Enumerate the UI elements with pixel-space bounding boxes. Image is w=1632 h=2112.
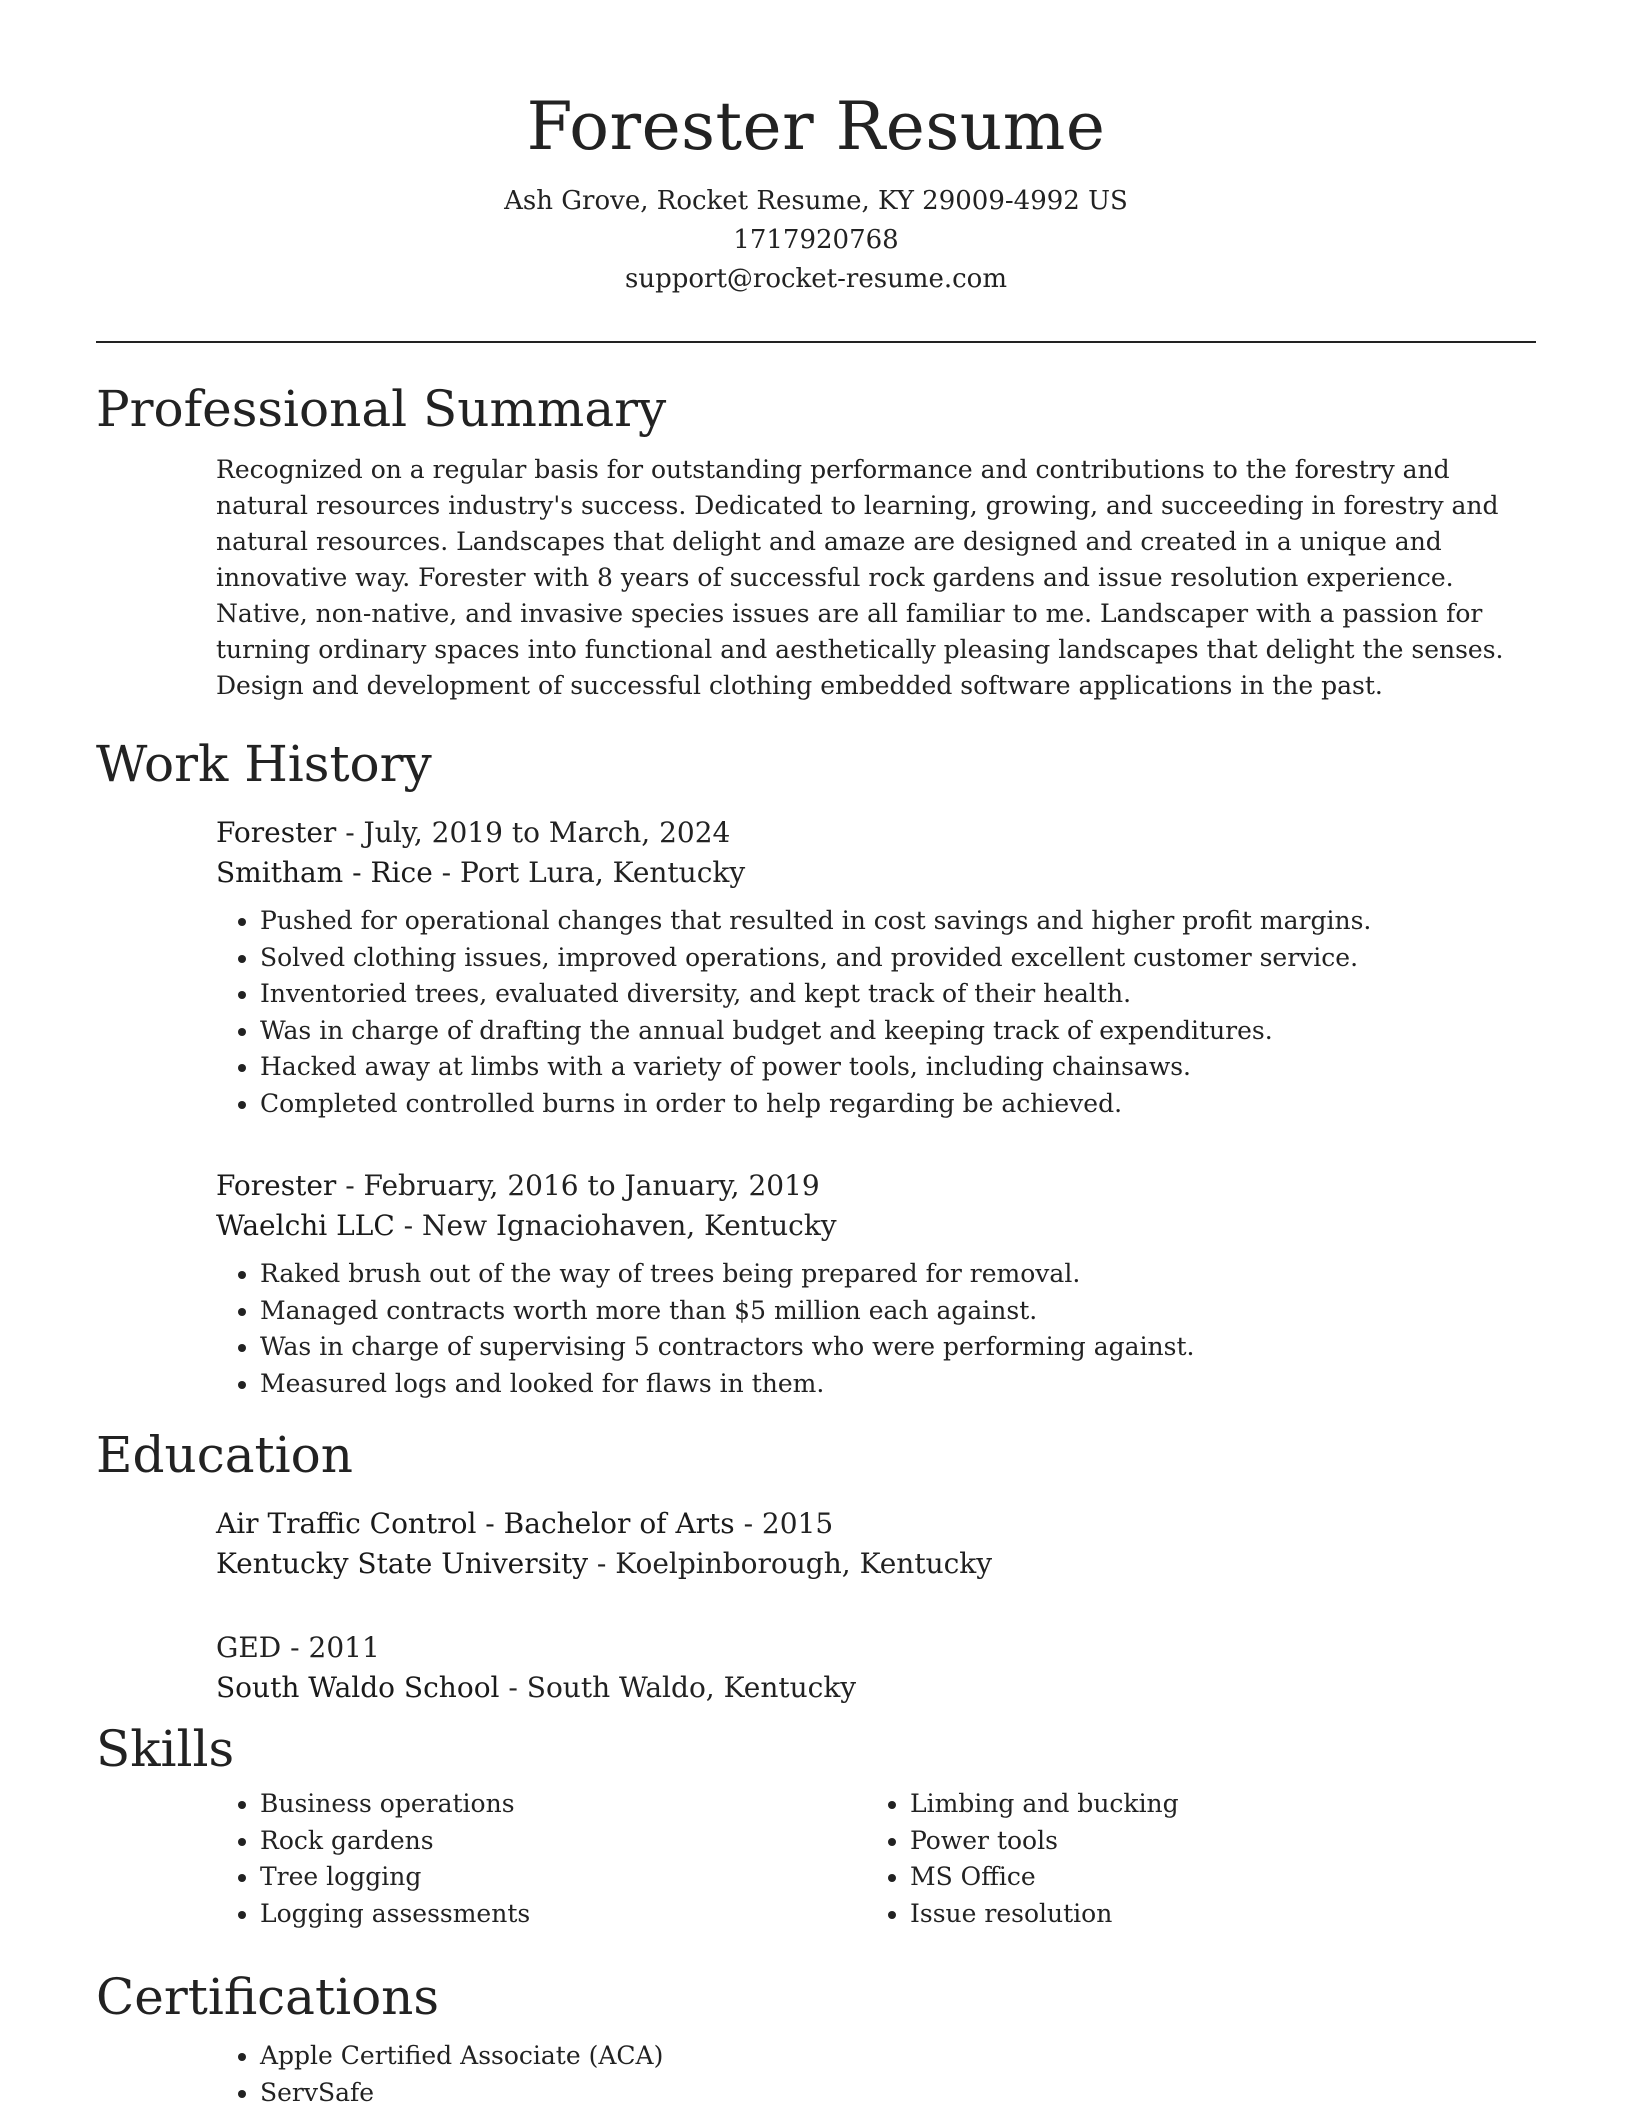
job-title-line: [216, 813, 1536, 853]
skills-section: [96, 1718, 1536, 1932]
job-dates: - July, 2019 to March, 2024: [336, 816, 731, 849]
degree: Air Traffic Control - Bachelor of Arts: [216, 1507, 735, 1540]
school-location: - South Waldo, Kentucky: [499, 1671, 857, 1704]
certification-item: • ServSafe: [260, 2075, 1536, 2112]
skill-item: • Business operations: [260, 1786, 866, 1823]
job-bullet: • Inventoried trees, evaluated diversity, and kept track of their health.: [260, 976, 1536, 1013]
contact-block: [0, 182, 1632, 299]
skills-list-left: [216, 1786, 866, 1932]
education-heading: Education: [96, 1426, 353, 1484]
job-company: Smitham - Rice: [216, 856, 433, 889]
education-section: [96, 1424, 1536, 1708]
phone: 1717920768: [733, 225, 899, 255]
header-divider: [96, 341, 1536, 343]
job-bullet: • Pushed for operational changes that resulted in cost savings and higher profit margins.: [260, 903, 1536, 940]
job-title-line: [216, 1166, 1536, 1206]
job-bullet: • Hacked away at limbs with a variety of power tools, including chainsaws.: [260, 1049, 1536, 1086]
job-bullet: • Measured logs and looked for flaws in them.: [260, 1366, 1536, 1403]
job-entry: [216, 1166, 1536, 1402]
job-dates: - February, 2016 to January, 2019: [336, 1169, 820, 1202]
job-entry: [216, 813, 1536, 1122]
job-bullet: • Managed contracts worth more than $5 million each against.: [260, 1293, 1536, 1330]
email: support@rocket-resume.com: [624, 264, 1007, 294]
school-location: - Koelpinborough, Kentucky: [588, 1547, 993, 1580]
certifications-list: [216, 2038, 1536, 2111]
skill-item: • Power tools: [910, 1823, 1366, 1860]
skill-item: • Issue resolution: [910, 1896, 1366, 1933]
summary-section: [96, 378, 1536, 704]
address: Ash Grove, Rocket Resume, KY 29009-4992 US: [504, 186, 1128, 216]
job-bullet: • Raked brush out of the way of trees being prepared for removal.: [260, 1256, 1536, 1293]
skills-list-right: [866, 1786, 1366, 1932]
school-line: [216, 1668, 1536, 1708]
resume-title: Forester Resume: [526, 88, 1106, 165]
job-bullet: • Was in charge of drafting the annual budget and keeping track of expenditures.: [260, 1013, 1536, 1050]
job-bullet: • Solved clothing issues, improved operations, and provided excellent customer service.: [260, 940, 1536, 977]
school-name: South Waldo School: [216, 1671, 500, 1704]
resume-header: [0, 0, 1632, 299]
job-company-line: [216, 1206, 1536, 1246]
summary-text: Recognized on a regular basis for outstanding performance and contributions to the forestry and natural resources industry's success. Dedicated to learning, growing, and succeeding in forestry and natural resources. Landscapes that delight and amaze are designed and created in a unique and innovative way. Forester with 8 years of successful rock gardens and issue resolution experience. Native, non-native, and invasive species issues are all familiar to me. Landscaper with a passion for turning ordinary spaces into functional and aesthetically pleasing landscapes that delight the senses. Design and development of successful clothing embedded software applications in the past.: [216, 455, 1504, 700]
job-company-line: [216, 853, 1536, 893]
certifications-heading: Certifications: [96, 1968, 440, 2026]
job-title: Forester: [216, 1169, 337, 1202]
job-company: Waelchi LLC: [216, 1209, 395, 1242]
work-section: [96, 733, 1536, 1402]
job-title: Forester: [216, 816, 337, 849]
job-bullets: [216, 903, 1536, 1122]
job-location: - New Ignaciohaven, Kentucky: [394, 1209, 837, 1242]
skill-item: • Logging assessments: [260, 1896, 866, 1933]
certification-item: • Apple Certified Associate (ACA): [260, 2038, 1536, 2075]
skill-item: • Limbing and bucking: [910, 1786, 1366, 1823]
education-entry: [216, 1628, 1536, 1708]
certifications-body: [216, 2038, 1536, 2111]
degree-line: [216, 1504, 1536, 1544]
job-bullets: [216, 1256, 1536, 1402]
skill-item: • Tree logging: [260, 1859, 866, 1896]
degree: GED: [216, 1631, 282, 1664]
skills-grid: [216, 1786, 1536, 1932]
job-location: - Port Lura, Kentucky: [432, 856, 746, 889]
skills-heading: Skills: [96, 1720, 235, 1778]
education-entry: [216, 1504, 1536, 1584]
work-heading: Work History: [96, 735, 432, 793]
skill-item: • Rock gardens: [260, 1823, 866, 1860]
job-bullet: • Completed controlled burns in order to help regarding be achieved.: [260, 1086, 1536, 1123]
certifications-section: [96, 1966, 1536, 2111]
job-bullet: • Was in charge of supervising 5 contractors who were performing against.: [260, 1329, 1536, 1366]
school-name: Kentucky State University: [216, 1547, 589, 1580]
summary-heading: Professional Summary: [96, 380, 667, 438]
skill-item: • MS Office: [910, 1859, 1366, 1896]
degree-line: [216, 1628, 1536, 1668]
graduation-year: - 2015: [734, 1507, 834, 1540]
graduation-year: - 2011: [281, 1631, 380, 1664]
school-line: [216, 1544, 1536, 1584]
